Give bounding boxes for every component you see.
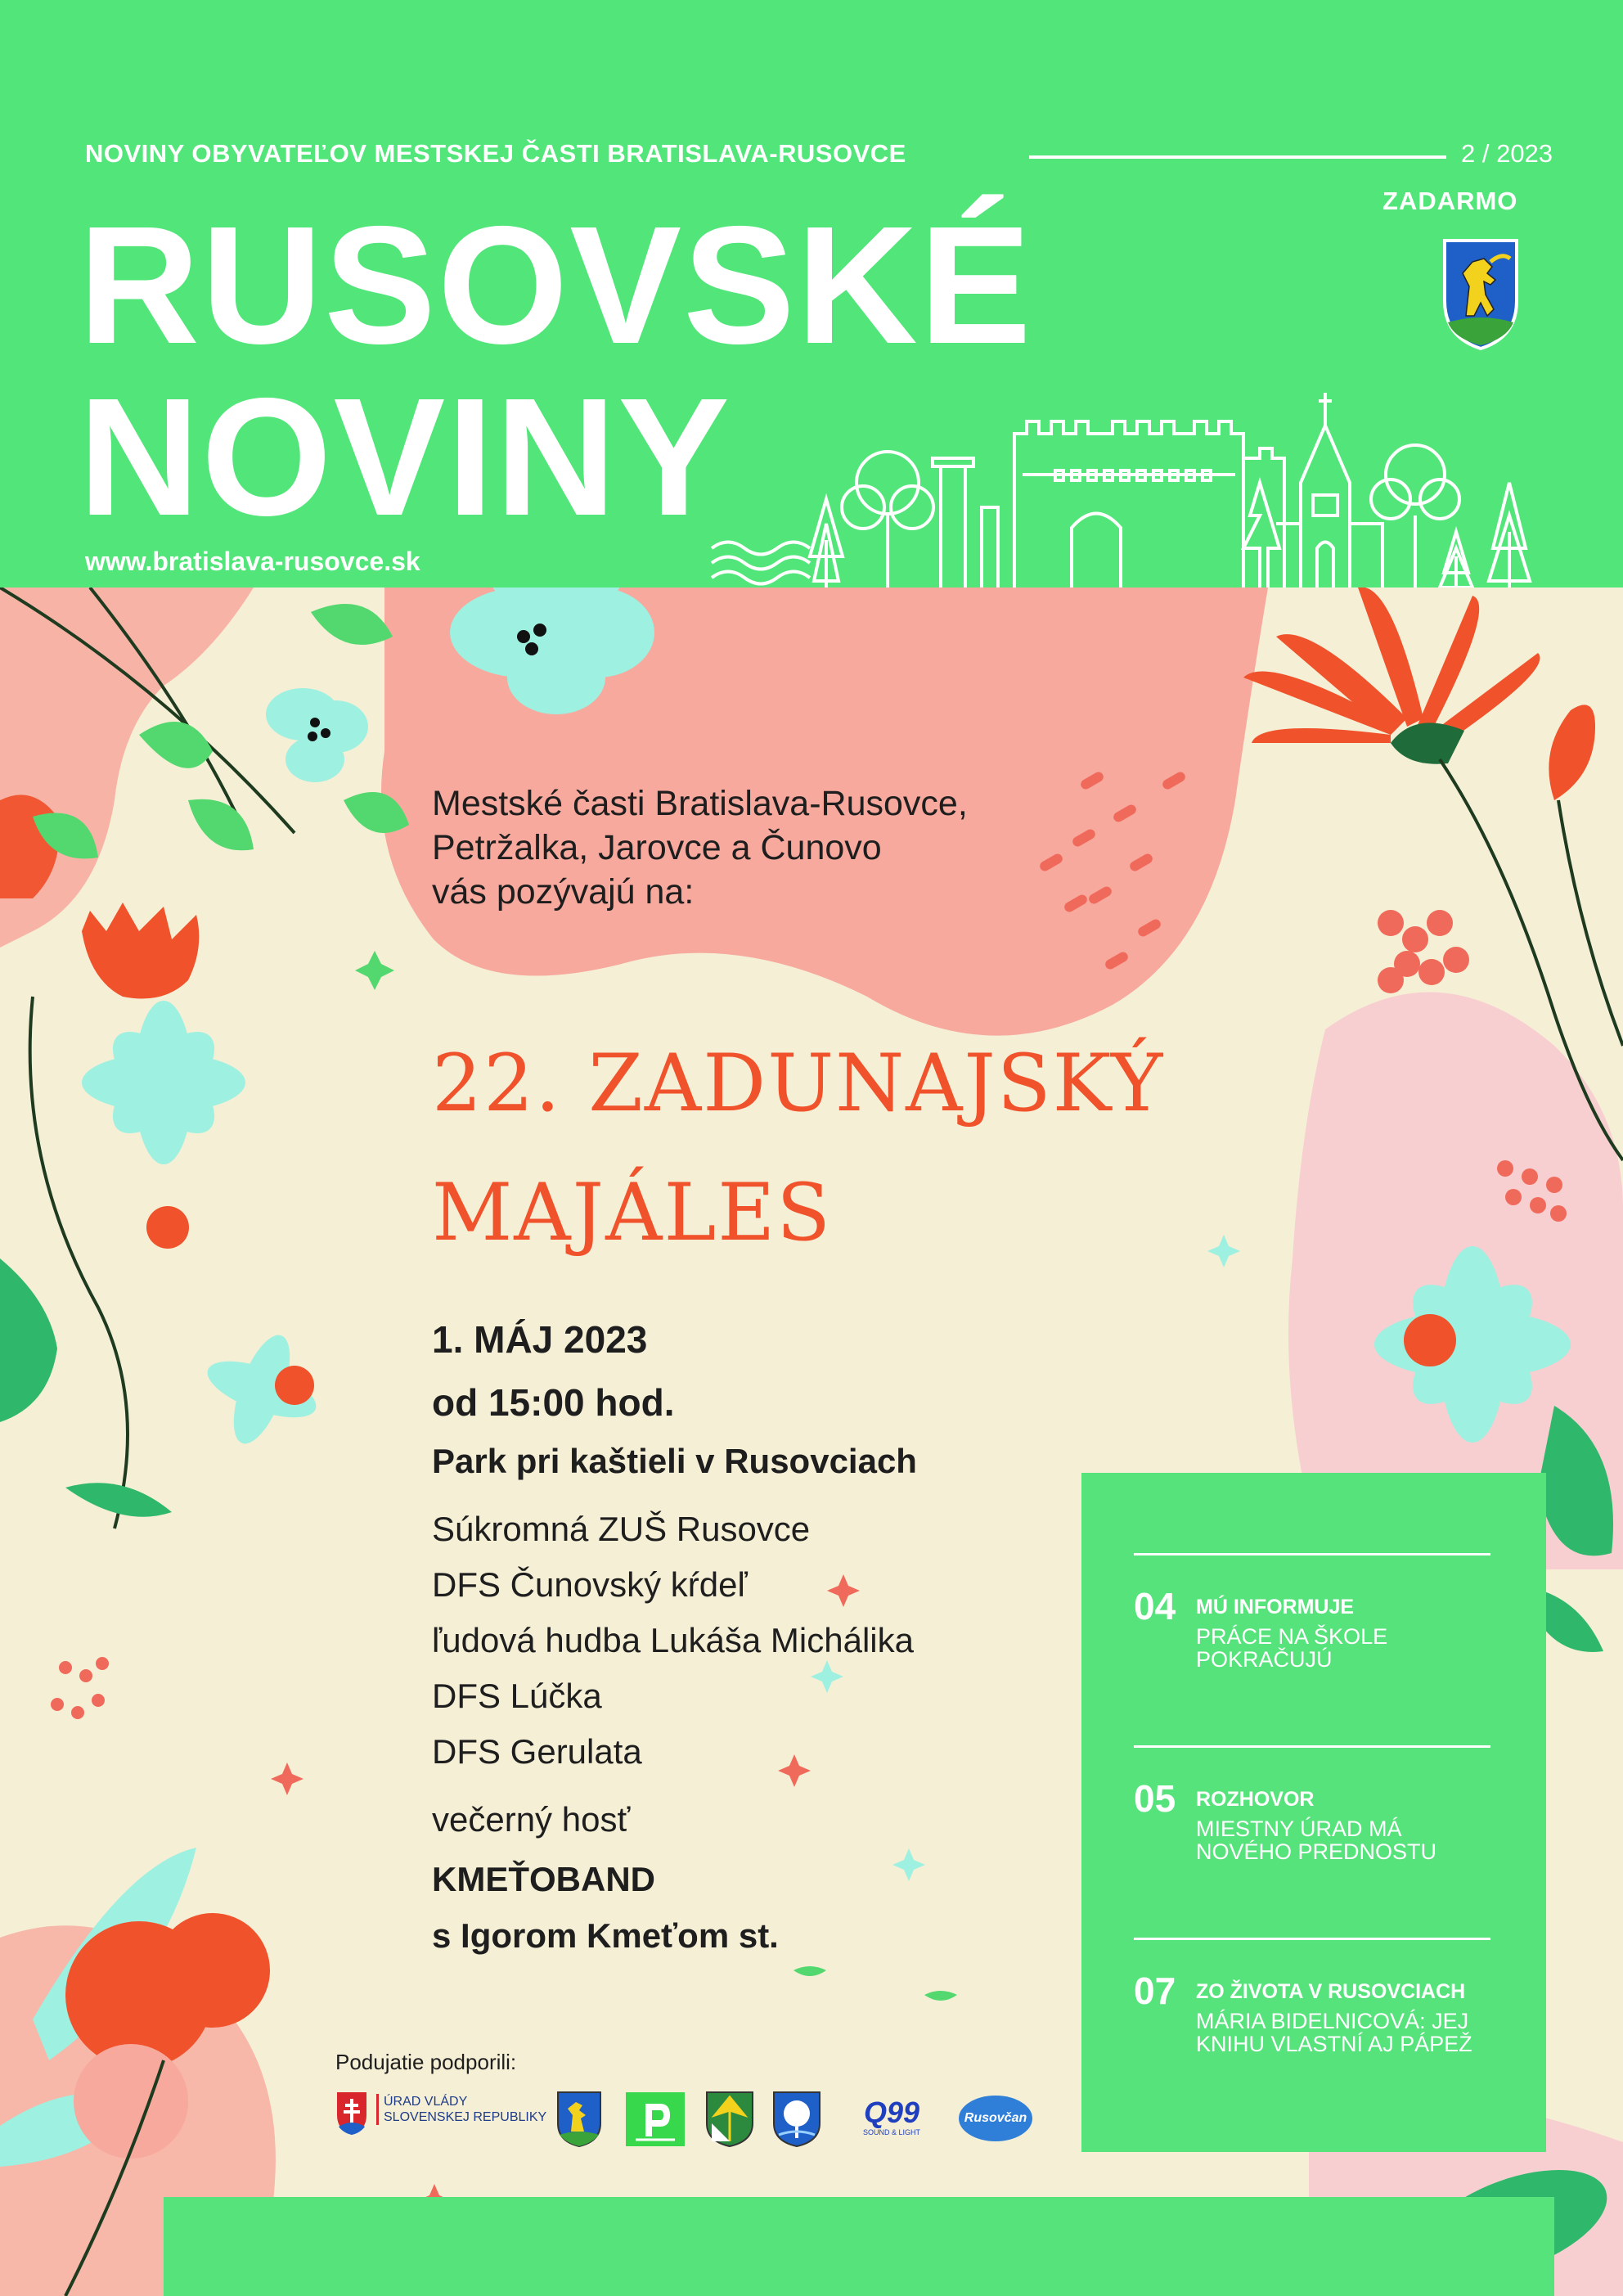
toc-headline: MIESTNY ÚRAD MÁ NOVÉHO PREDNOSTU xyxy=(1196,1817,1437,1864)
event-title xyxy=(432,1019,1164,1277)
jarovce-crest-icon xyxy=(705,2091,754,2148)
majales-poster xyxy=(0,588,1623,2296)
toc-page-number: 07 xyxy=(1134,1970,1176,2012)
toc-headline: PRÁCE NA ŠKOLE POKRAČUJÚ xyxy=(1196,1624,1388,1672)
rusovcan-logo-text: Rusovčan xyxy=(964,2111,1027,2125)
performer-item: DFS Čunovský kŕdeľ xyxy=(432,1565,748,1604)
toc-page-number: 05 xyxy=(1134,1777,1176,1820)
price-label: ZADARMO xyxy=(1382,187,1518,215)
toc-headline: MÁRIA BIDELNICOVÁ: JEJ KNIHU VLASTNÍ AJ PÁPEŽ xyxy=(1196,2009,1472,2056)
table-of-contents xyxy=(1081,1473,1546,2152)
invitation-line-3: vás pozývajú na: xyxy=(432,872,695,912)
invitation-line-2: Petržalka, Jarovce a Čunovo xyxy=(432,828,882,867)
invitation-text xyxy=(432,781,968,914)
website-link[interactable]: www.bratislava-rusovce.sk xyxy=(85,547,420,576)
cunovo-crest-icon xyxy=(772,2091,821,2148)
q99-logo xyxy=(838,2097,945,2136)
rusovce-crest-small-icon xyxy=(556,2091,602,2148)
toc-section: ZO ŽIVOTA V RUSOVCIACH xyxy=(1196,1980,1466,2003)
toc-page-number: 04 xyxy=(1134,1585,1176,1627)
masthead-tagline: NOVINY OBYVATEĽOV MESTSKEJ ČASTI BRATISLAVA-RUSOVCE xyxy=(85,139,906,168)
toc-divider xyxy=(1134,1553,1490,1555)
q99-logo-text: Q99 xyxy=(863,2096,920,2129)
q99-logo-subtext: SOUND & LIGHT xyxy=(862,2128,920,2136)
event-place: Park pri kaštieli v Rusovciach xyxy=(432,1442,917,1480)
masthead xyxy=(0,0,1623,588)
guest-label: večerný hosť xyxy=(432,1800,631,1839)
performer-item: DFS Lúčka xyxy=(432,1677,602,1715)
event-date: 1. MÁJ 2023 xyxy=(432,1318,648,1361)
issue-number: 2 / 2023 xyxy=(1461,139,1553,168)
event-title-line-1: 22. ZADUNAJSKÝ xyxy=(432,1038,1165,1129)
invitation-line-1: Mestské časti Bratislava-Rusovce, xyxy=(432,784,968,823)
urad-vlady-logo xyxy=(376,2094,546,2125)
town-skyline-illustration xyxy=(704,385,1554,588)
guest-band: KMEŤOBAND xyxy=(432,1860,655,1898)
guest-leader: s Igorom Kmeťom st. xyxy=(432,1916,779,1955)
title-line-1: RUSOVSKÉ xyxy=(79,191,1033,379)
footer-bar xyxy=(164,2197,1554,2296)
toc-section: ROZHOVOR xyxy=(1196,1788,1315,1811)
tagline-divider xyxy=(1029,155,1446,159)
toc-divider xyxy=(1134,1938,1490,1940)
slovak-coat-of-arms-icon xyxy=(335,2091,368,2136)
petrzalka-logo-icon xyxy=(626,2092,685,2146)
toc-divider xyxy=(1134,1745,1490,1748)
performer-item: Súkromná ZUŠ Rusovce xyxy=(432,1510,811,1548)
sponsor-logos xyxy=(335,2091,1039,2164)
rusovcan-logo xyxy=(959,2096,1032,2141)
event-time: od 15:00 hod. xyxy=(432,1381,675,1424)
performer-item: ľudová hudba Lukáša Michálika xyxy=(432,1621,914,1659)
performer-list xyxy=(432,1501,914,1780)
urad-vlady-line-1: ÚRAD VLÁDY xyxy=(384,2095,468,2109)
title-line-2: NOVINY xyxy=(79,363,731,551)
rusovce-crest-icon xyxy=(1441,237,1520,352)
event-title-line-2: MAJÁLES xyxy=(432,1167,833,1258)
performer-item: DFS Gerulata xyxy=(432,1732,642,1771)
urad-vlady-line-2: SLOVENSKEJ REPUBLIKY xyxy=(384,2110,547,2124)
toc-section: MÚ INFORMUJE xyxy=(1196,1596,1355,1618)
sponsors-label: Podujatie podporili: xyxy=(335,2050,517,2074)
